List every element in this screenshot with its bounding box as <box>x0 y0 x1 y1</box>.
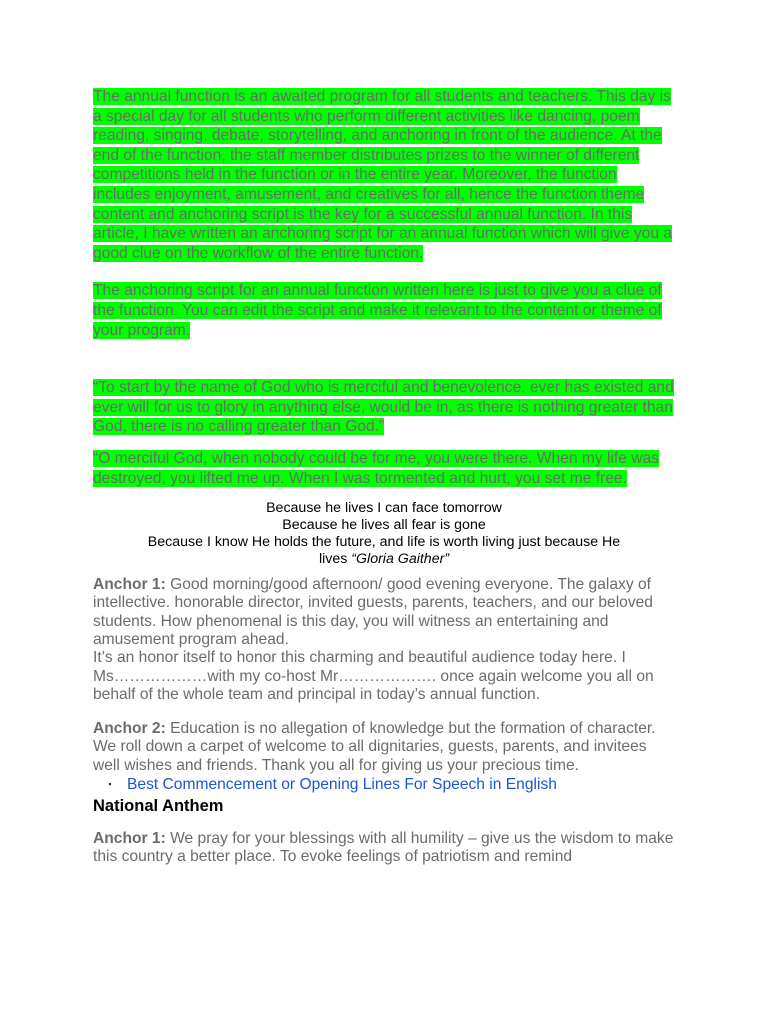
anchor-1-paragraph <box>93 576 675 649</box>
anchor-3-text: We pray for your blessings with all humility – give us the wisdom to make this country a better place. To evoke feelings of patriotism and remind <box>93 830 674 866</box>
document-content <box>93 87 675 867</box>
anchor-2-paragraph <box>93 720 675 775</box>
prayer-quote-text: “O merciful God, when nobody could be for me, you were there. When my life was destroyed, you lifted me up. When I was tormented and hurt, you set me free. <box>93 449 659 487</box>
anchor-2-label: Anchor 2: <box>93 720 166 738</box>
anchor-1-text: Good morning/good afternoon/ good evening everyone. The galaxy of intellective. honorable director, invited guests, parents, teachers, and our beloved students. How phenomenal is this day, you will witness an entertaining and amusement program ahead. <box>93 576 653 648</box>
opening-quote-text: “To start by the name of God who is merciful and benevolence, ever has existed and ever will for us to glory in anything else, would be in, as there is nothing greater than God, there is no calling greater than God.” <box>93 379 674 436</box>
intro-paragraph-text: The annual function is an awaited program for all students and teachers. This day is a special day for all students who perform different activities like dancing, poem reading, singing, debate, storytelling, and anchoring in front of the audience. At the end of the function, the staff member distributes prizes to the winner of different competitions held in the function or in the entire year. Moreover, the function includes enjoyment, amusement, and creatives for all, hence the function theme content and anchoring script is the key for a successful annual function. In this article, I have written an anchoring script for an annual function which will give you a good clue on the workflow of the entire function. <box>93 88 673 262</box>
poem-line-1: Because he lives I can face tomorrow <box>266 500 502 517</box>
bullet-icon: ▪ <box>108 779 112 790</box>
poem-line-3: Because I know He holds the future, and life is worth living just because He <box>147 534 621 551</box>
national-anthem-heading: National Anthem <box>93 797 224 816</box>
anchor-3-paragraph <box>93 830 675 867</box>
anchor-1-label: Anchor 1: <box>93 576 166 594</box>
intro-paragraph <box>93 87 675 263</box>
commencement-lines-link[interactable]: Best Commencement or Opening Lines For Speech in English <box>127 776 557 794</box>
anchor-1-welcome-paragraph <box>93 649 675 704</box>
prayer-quote-paragraph <box>93 449 675 488</box>
anchor-1-welcome-text: It’s an honor itself to honor this charming and beautiful audience today here. I Ms………………with my co-host Mr………………. once again welcome you all on behalf of the whole team and principal in today’s annual function. <box>93 649 654 703</box>
poem-line-4 <box>93 551 675 568</box>
opening-quote-paragraph <box>93 378 675 437</box>
anchor-2-text: Education is no allegation of knowledge but the formation of character. We roll down a carpet of welcome to all dignitaries, guests, parents, and invitees well wishes and friends. Thank you all for giving us your precious time. <box>93 720 656 774</box>
related-link-item <box>93 775 675 796</box>
poem-line-4-prefix: lives <box>318 551 352 568</box>
poem-block <box>93 500 675 568</box>
poem-author: “Gloria Gaither” <box>351 551 450 568</box>
anchor-3-label: Anchor 1: <box>93 830 166 848</box>
script-note-text: The anchoring script for an annual function written here is just to give you a clue of the function. You can edit the script and make it relevant to the content or theme of your program. <box>93 282 662 339</box>
script-note-paragraph <box>93 281 675 340</box>
poem-line-2: Because he lives all fear is gone <box>282 517 486 534</box>
